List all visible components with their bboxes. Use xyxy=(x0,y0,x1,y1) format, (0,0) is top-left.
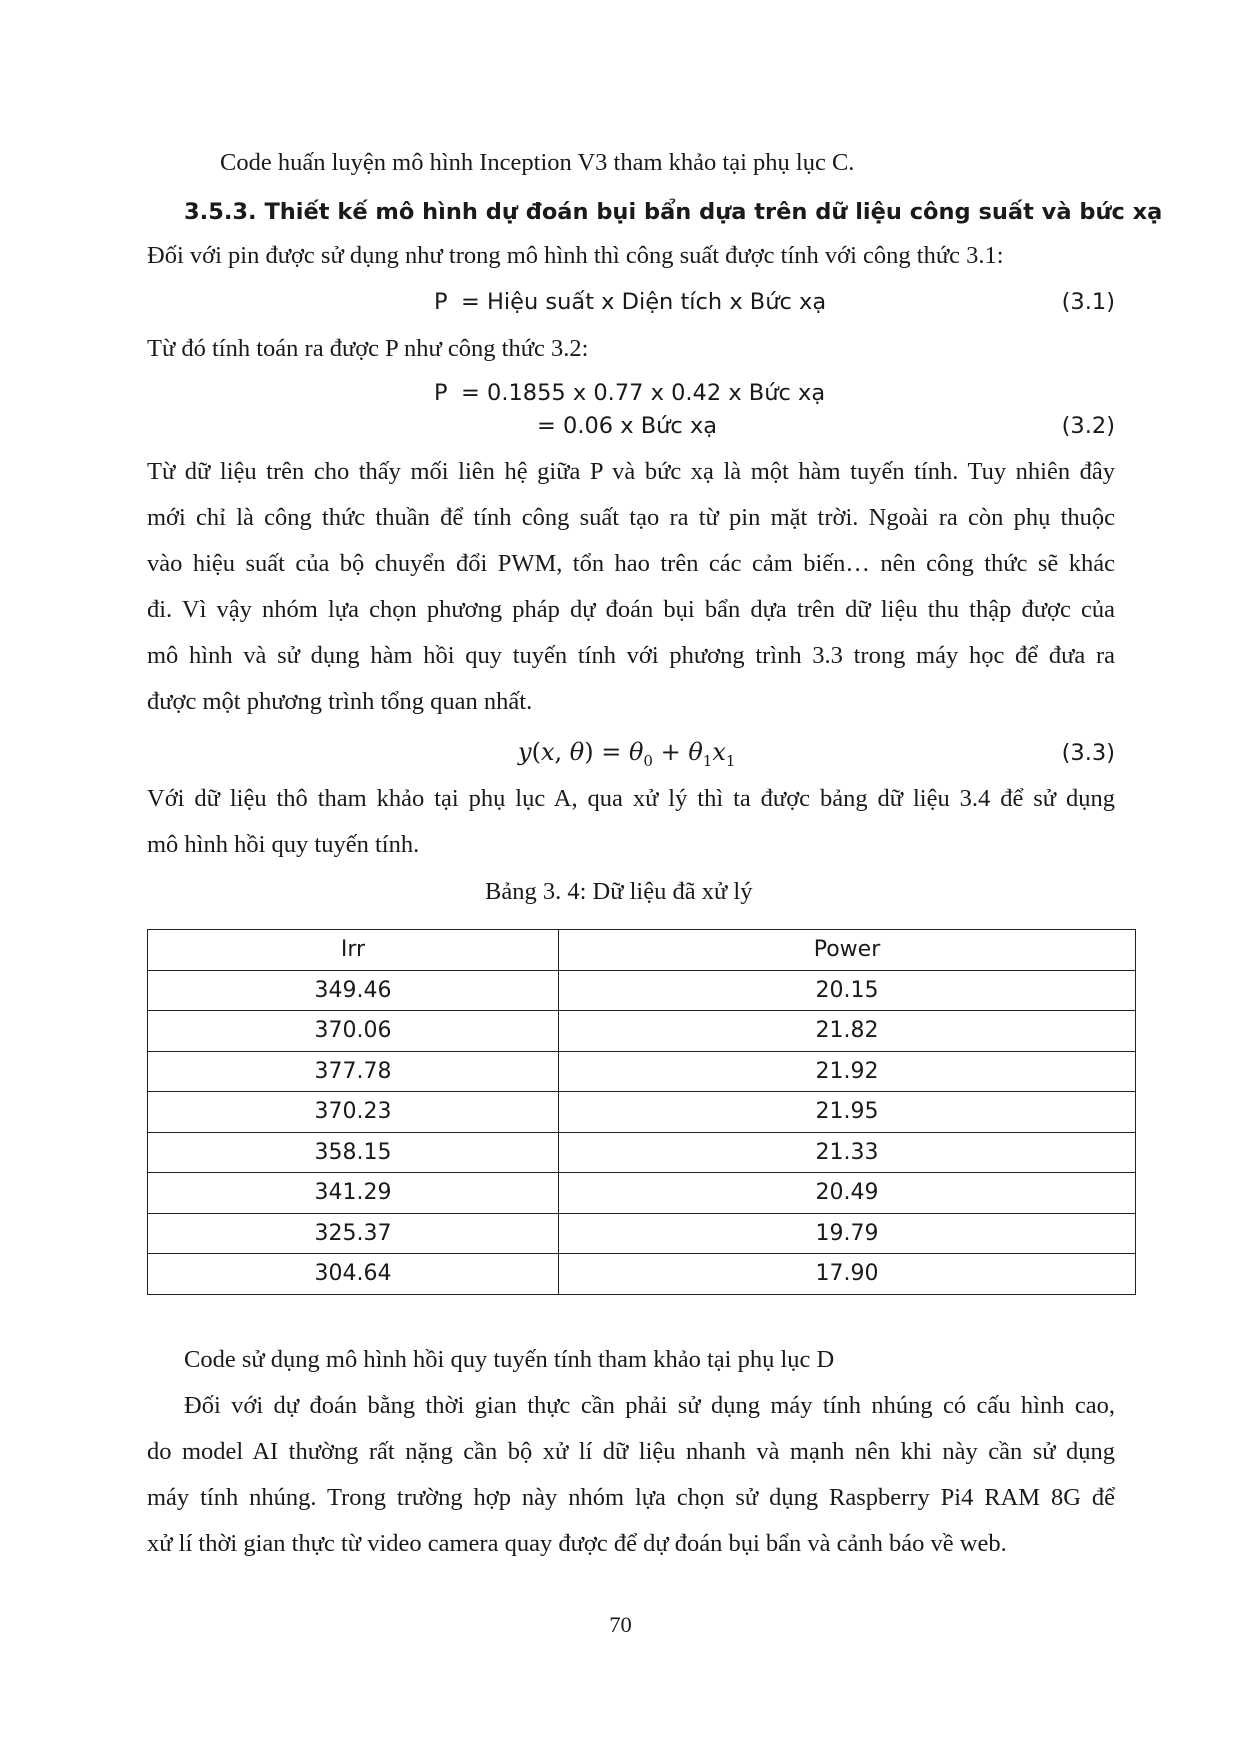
cell-irr: 358.15 xyxy=(148,1132,559,1173)
header-power: Power xyxy=(559,930,1136,971)
main-paragraph-line-1: Từ dữ liệu trên cho thấy mối liên hệ giữa P và bức xạ là một hàm tuyến tính. Tuy nhiên đây xyxy=(147,458,1115,485)
cell-power: 21.33 xyxy=(559,1132,1136,1173)
table-row xyxy=(148,970,1136,1011)
eq33-formula: y(x, $\theta) = \theta_0 + \theta_1x_1$ xyxy=(518,738,736,770)
page-number: 70 xyxy=(609,1612,632,1637)
eq32-line1: = 0.1855 x 0.77 x 0.42 x Bức xạ xyxy=(461,380,826,406)
cell-irr: 377.78 xyxy=(148,1051,559,1092)
header-irr: Irr xyxy=(148,930,559,971)
realtime-paragraph-line-1: Đối với dự đoán bằng thời gian thực cần phải sử dụng máy tính nhúng có cấu hình cao, xyxy=(184,1392,1115,1419)
eq32-lhs: P xyxy=(434,380,448,406)
table-intro-line-2: mô hình hồi quy tuyến tính. xyxy=(147,831,420,858)
realtime-paragraph-line-2: do model AI thường rất nặng cần bộ xử lí dữ liệu nhanh và mạnh nên khi này cần sử dụng xyxy=(147,1438,1115,1465)
code-ref-text: Code sử dụng mô hình hồi quy tuyến tính tham khảo tại phụ lục D xyxy=(184,1346,835,1373)
cell-irr: 349.46 xyxy=(148,970,559,1011)
cell-irr: 304.64 xyxy=(148,1254,559,1295)
intro-text: Code huấn luyện mô hình Inception V3 tham khảo tại phụ lục C. xyxy=(220,149,855,176)
main-paragraph-line-2: mới chỉ là công thức thuần để tính công suất tạo ra từ pin mặt trời. Ngoài ra còn phụ thuộc xyxy=(147,504,1115,531)
cell-power: 20.49 xyxy=(559,1173,1136,1214)
eq32-line2: = 0.06 x Bức xạ xyxy=(537,413,718,439)
table-row xyxy=(148,1213,1136,1254)
cell-irr: 341.29 xyxy=(148,1173,559,1214)
table-row xyxy=(148,1173,1136,1214)
formula-32-intro: Từ đó tính toán ra được P như công thức 3.2: xyxy=(147,335,589,362)
eq33-number: (3.3) xyxy=(1061,740,1115,766)
eq32-number: (3.2) xyxy=(1061,413,1115,439)
table-row xyxy=(148,1011,1136,1052)
data-table xyxy=(147,929,1136,1295)
cell-irr: 325.37 xyxy=(148,1213,559,1254)
cell-power: 20.15 xyxy=(559,970,1136,1011)
eq31-lhs: P xyxy=(434,289,448,315)
cell-power: 17.90 xyxy=(559,1254,1136,1295)
cell-power: 19.79 xyxy=(559,1213,1136,1254)
cell-irr: 370.06 xyxy=(148,1011,559,1052)
table-row xyxy=(148,1051,1136,1092)
realtime-paragraph-line-3: máy tính nhúng. Trong trường hợp này nhóm lựa chọn sử dụng Raspberry Pi4 RAM 8G để xyxy=(147,1484,1115,1511)
cell-power: 21.95 xyxy=(559,1092,1136,1133)
table-row xyxy=(148,1254,1136,1295)
formula-31-intro: Đối với pin được sử dụng như trong mô hình thì công suất được tính với công thức 3.1: xyxy=(147,242,1004,269)
cell-irr: 370.23 xyxy=(148,1092,559,1133)
eq31-number: (3.1) xyxy=(1061,289,1115,315)
main-paragraph-line-5: mô hình và sử dụng hàm hồi quy tuyến tính với phương trình 3.3 trong máy học để đưa ra xyxy=(147,642,1115,669)
main-paragraph-line-3: vào hiệu suất của bộ chuyển đổi PWM, tổn hao trên các cảm biến… nên công thức sẽ khác xyxy=(147,550,1115,577)
table-intro-line-1: Với dữ liệu thô tham khảo tại phụ lục A, qua xử lý thì ta được bảng dữ liệu 3.4 để sử dụng xyxy=(147,785,1115,812)
table-header-row xyxy=(148,930,1136,971)
cell-power: 21.92 xyxy=(559,1051,1136,1092)
table-caption: Bảng 3. 4: Dữ liệu đã xử lý xyxy=(485,878,753,905)
table-row xyxy=(148,1092,1136,1133)
main-paragraph-line-6: được một phương trình tổng quan nhất. xyxy=(147,688,533,715)
realtime-paragraph-line-4: xử lí thời gian thực từ video camera quay được để dự đoán bụi bẩn và cảnh báo về web. xyxy=(147,1530,1007,1557)
main-paragraph-line-4: đi. Vì vậy nhóm lựa chọn phương pháp dự đoán bụi bẩn dựa trên dữ liệu thu thập được của xyxy=(147,596,1115,623)
section-heading: 3.5.3. Thiết kế mô hình dự đoán bụi bẩn dựa trên dữ liệu công suất và bức xạ xyxy=(184,199,1163,225)
table-row xyxy=(148,1132,1136,1173)
cell-power: 21.82 xyxy=(559,1011,1136,1052)
eq31-rhs: = Hiệu suất x Diện tích x Bức xạ xyxy=(461,289,827,315)
